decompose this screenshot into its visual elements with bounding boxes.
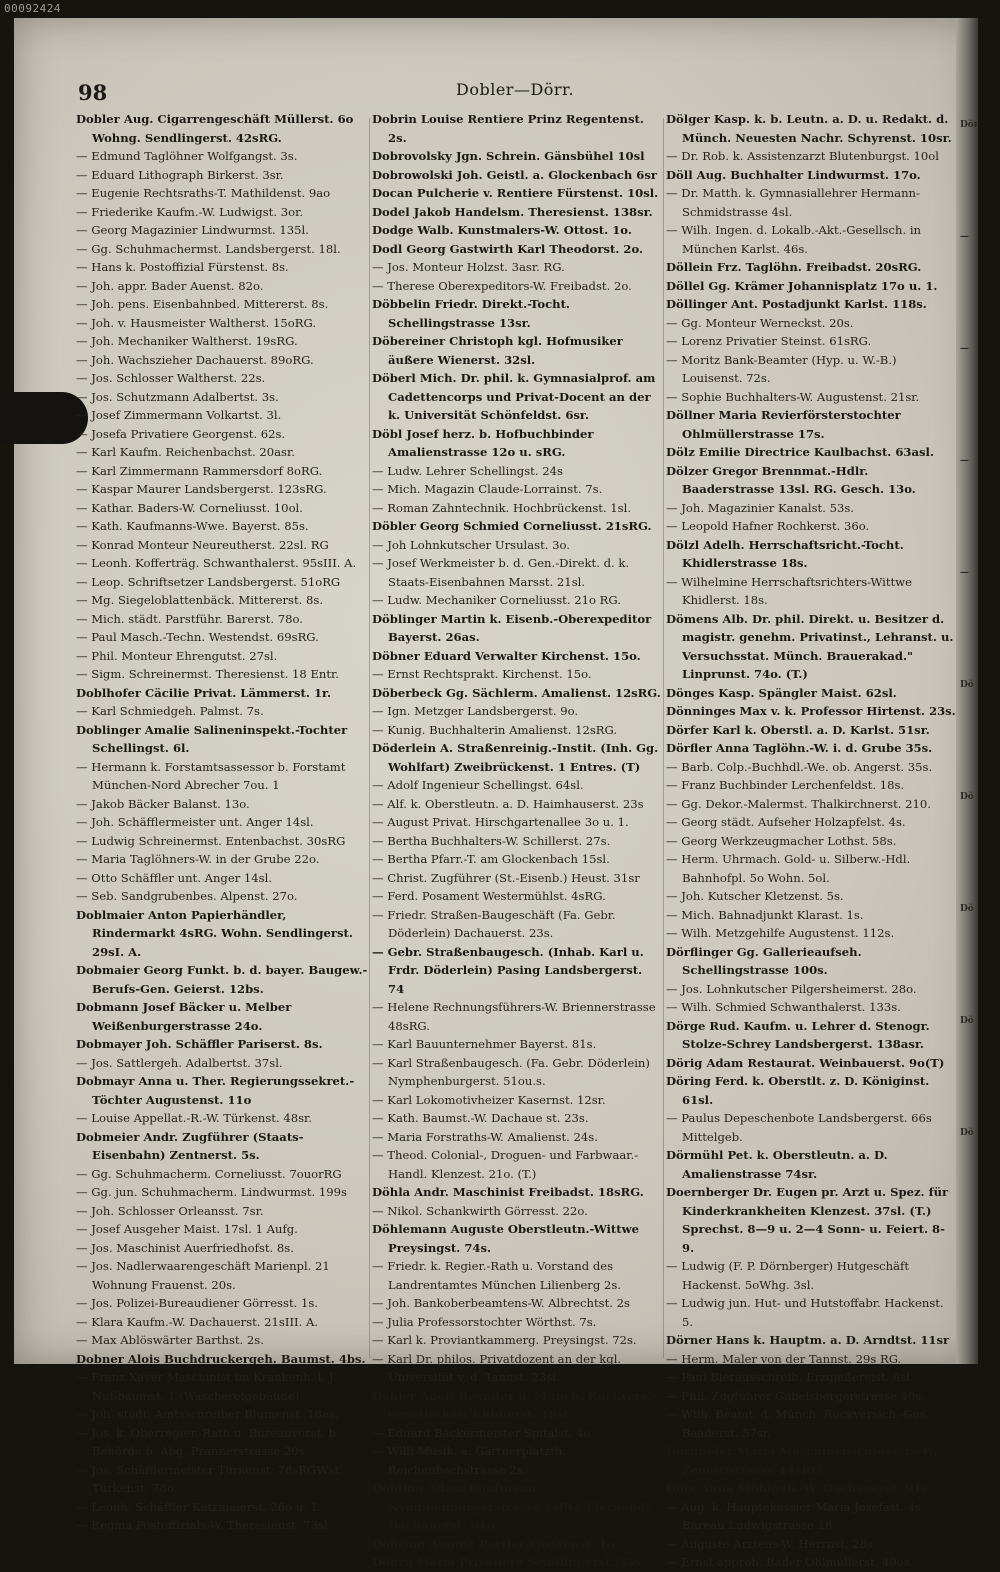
gutter-fragment: —	[960, 344, 969, 354]
directory-entry-sub: — Georg städt. Aufseher Holzapfelst. 4s.	[666, 815, 906, 829]
directory-entry-surname: Döberbeck Gg. Sächlerm. Amalienst. 12sRG.	[372, 685, 661, 700]
directory-entry-surname: Dodl Georg Gastwirth Karl Theodorst. 2o.	[372, 241, 644, 256]
directory-page	[14, 18, 979, 1569]
directory-entry-sub: — Klara Kaufm.-W. Dachauerst. 21sIII. A.	[76, 1314, 319, 1329]
directory-entry-sub: — Mich. Bahnadjunkt Klarast. 1s.	[666, 907, 864, 922]
directory-entry-surname: Dobmayer Joh. Schäffler Pariserst. 8s.	[76, 1037, 323, 1051]
directory-entry-sub: — Leop. Schriftsetzer Landsbergerst. 51oRG	[76, 574, 341, 589]
directory-entry-sub: — Max Ablöswärter Barthst. 2s.	[76, 1333, 264, 1347]
scan-id-label: 00092424	[4, 2, 61, 15]
directory-entry-sub: — Jos. Lohnkutscher Pilgersheimerst. 28o.	[666, 981, 917, 996]
directory-entry-surname: Dörfler Anna Taglöhn.-W. i. d. Grube 35s.	[666, 741, 933, 755]
directory-entry-surname: Dölger Kasp. k. b. Leutn. a. D. u. Redakt. d. Münch. Neuesten Nachr. Schyrenst. 10sr.	[666, 112, 952, 145]
directory-entry-surname: Döllner Maria Revierförsterstochter Ohlmüllerstrasse 17s.	[666, 408, 901, 441]
directory-entry-sub: — Georg Magazinier Lindwurmst. 135l.	[76, 223, 309, 237]
directory-entry-sub: — Joh. Magazinier Kanalst. 53s.	[666, 500, 854, 515]
directory-entry-surname: Dörner Hans k. Hauptm. a. D. Arndtst. 11sr	[666, 1333, 950, 1347]
directory-entry-surname: Döderlein A. Straßenreinig.-Instit. (Inh. Gg. Wohlfart) Zweibrückenst. 1 Entres. (T)	[372, 741, 659, 774]
directory-entry-surname: Dölzer Gregor Brennmat.-Hdlr. Baaderstrasse 13sl. RG. Gesch. 13o.	[666, 463, 916, 496]
directory-entry-sub: — Jos. Schutzmann Adalbertst. 3s.	[76, 389, 279, 404]
directory-entry-surname: Dobmeier Andr. Zugführer (Staats-Eisenbahn) Zentnerst. 5s.	[76, 1129, 304, 1162]
directory-entry-sub: — Lorenz Privatier Steinst. 61sRG.	[666, 334, 872, 348]
directory-entry-sub: — Friederike Kaufm.-W. Ludwigst. 3or.	[76, 204, 304, 219]
directory-entry-sub: — Bertha Pfarr.-T. am Glockenbach 15sl.	[372, 852, 610, 866]
directory-entry-surname: Dobrovolsky Jgn. Schrein. Gänsbühel 10sl	[372, 149, 645, 163]
directory-entry-sub: — Therese Oberexpeditors-W. Freibadst. 2o.	[372, 278, 632, 293]
directory-entry-sub: — Jos. Schäfflermeister Türkenst. 78sRGWst. Türkenst. 78o.	[76, 1462, 343, 1495]
directory-entry-surname: Döbbelin Friedr. Direkt.-Tocht. Schellingstrasse 13sr.	[372, 297, 570, 330]
directory-entry-sub: — Joh. städt. Amtsschreiber Blumenst. 18as.	[76, 1407, 339, 1421]
directory-entry-surname: Döll Aug. Buchhalter Lindwurmst. 17o.	[666, 167, 921, 182]
directory-entry-surname: Döbereiner Christoph kgl. Hofmusiker äußere Wienerst. 32sl.	[372, 334, 623, 367]
directory-entry-sub: — Gg. Dekor.-Malermst. Thalkirchnerst. 210.	[666, 796, 931, 811]
directory-entry-sub: — Joh. Schlosser Orleansst. 7sr.	[76, 1203, 264, 1218]
directory-entry-sub: — Franz Xaver Maschinist im Krankenh. l. J. Nußbaumst. 1 (Wäschereigebäude)	[76, 1370, 337, 1403]
directory-entry-surname: Döhring August Portier Fürstenst. 1o.	[372, 1536, 619, 1551]
directory-entry-sub: — Wilh. Ingen. d. Lokalb.-Akt.-Gesellsch. in München Karlst. 46s.	[666, 223, 922, 256]
directory-entry-surname: Dobler Aug. Cigarrengeschäft Müllerst. 6o Wohng. Sendlingerst. 42sRG.	[76, 112, 354, 145]
directory-entry-sub: — Friedr. k. Regier.-Rath u. Vorstand des Landrentamtes München Lilienberg 2s.	[372, 1259, 621, 1292]
directory-entry-sub: — Gg. jun. Schuhmacherm. Lindwurmst. 199s	[76, 1185, 347, 1199]
directory-entry-sub: — Barb. Colp.-Buchhdl.-We. ob. Angerst. 35s.	[666, 759, 933, 774]
directory-entry-sub: — Konrad Monteur Neureutherst. 22sl. RG	[76, 537, 329, 552]
directory-entry-surname: Döbl Josef herz. b. Hofbuchbinder Amalienstrasse 12o u. sRG.	[372, 426, 594, 459]
directory-entry-sub: — Kathar. Baders-W. Corneliusst. 10ol.	[76, 500, 303, 515]
directory-entry-sub: — Jos. k. Oberregier.-Rath u. Bureauvorst. b. Behörde b. Abg. Prannerstrasse 20s.	[76, 1425, 340, 1458]
directory-entry-surname: Döbler Georg Schmied Corneliusst. 21sRG.	[372, 519, 652, 533]
gutter-fragment: Dö	[960, 680, 974, 690]
directory-entry-sub: — Kaspar Maurer Landsbergerst. 123sRG.	[76, 482, 327, 496]
directory-entry-surname: Dodge Walb. Kunstmalers-W. Ottost. 1o.	[372, 223, 632, 237]
directory-entry-sub: — Wilhelmine Herrschaftsrichters-Wittwe Khidlerst. 18s.	[666, 574, 912, 607]
directory-entry-sub: — Maria Forstraths-W. Amalienst. 24s.	[372, 1129, 598, 1144]
directory-entry-sub: — Ludwig Schreinermst. Entenbachst. 30sRG	[76, 833, 346, 848]
directory-entry-sub: — Ludwig (F. P. Dörnberger) Hutgeschäft Hackenst. 5oWhg. 3sl.	[666, 1259, 909, 1292]
directory-entry-sub: — Wilh. Beamt. d. Münch. Rückversich.-Ges. Baaderst. 57sr.	[666, 1407, 930, 1440]
directory-entry-surname: Dörr Anna Mühlgeh.-W. Dachauerst. 91s.	[666, 1481, 933, 1495]
directory-entry-sub: — Joh. v. Hausmeister Waltherst. 15oRG.	[76, 315, 317, 330]
directory-entry-surname: Dörnhöfer Maria Maschinenschlossers-W. Zenettistrasse 14sRG.	[666, 1444, 938, 1477]
directory-entry-sub: — Ludwig jun. Hut- und Hutstoffabr. Hackenst. 5.	[666, 1296, 944, 1329]
page-gutter	[956, 18, 978, 1364]
directory-entry-sub: — Seb. Sandgrubenbes. Alpenst. 27o.	[76, 889, 298, 903]
directory-entry-surname: Doernberger Dr. Eugen pr. Arzt u. Spez. für Kinderkrankheiten Klenzest. 37sl. (T.) Sprechst. 8—9 u. 2—4 Sonn- u. Feiert. 8-9.	[666, 1185, 949, 1255]
directory-entry-sub: — Sigm. Schreinermst. Theresienst. 18 Entr.	[76, 667, 339, 681]
gutter-fragment: Dö	[960, 1128, 974, 1138]
gutter-fragment: Dör	[960, 120, 979, 130]
gutter-fragment: —	[960, 568, 969, 578]
directory-entry-sub: — Moritz Bank-Beamter (Hyp. u. W.-B.) Louisenst. 72s.	[666, 352, 897, 385]
directory-entry-sub: — Joh. appr. Bader Auenst. 82o.	[76, 278, 264, 293]
directory-entry-sub: — Eugenie Rechtsraths-T. Mathildenst. 9ao	[76, 186, 331, 200]
directory-entry-sub: — Auguste Arztens-W. Herrnst. 28s.	[666, 1536, 877, 1551]
directory-entry-sub: — Louise Appellat.-R.-W. Türkenst. 48sr.	[76, 1111, 312, 1125]
directory-entry-surname: Dönges Kasp. Spängler Maist. 62sl.	[666, 685, 897, 700]
directory-entry-sub: — Paul Masch.-Techn. Westendst. 69sRG.	[76, 630, 319, 644]
directory-entry-surname: Dobmann Josef Bäcker u. Melber Weißenburgerstrasse 24o.	[76, 1000, 292, 1033]
directory-entry-sub: — Helene Rechnungsführers-W. Briennerstrasse 48sRG.	[372, 1000, 656, 1033]
directory-entry-surname: Doblmaier Anton Papierhändler, Rindermarkt 4sRG. Wohn. Sendlingerst. 29sI. A.	[76, 907, 353, 959]
directory-entry-surname: Doblhofer Cäcilie Privat. Lämmerst. 1r.	[76, 685, 332, 700]
directory-entry-sub: — Karl Straßenbaugesch. (Fa. Gebr. Döderlein) Nymphenburgerst. 51ou.s.	[372, 1055, 650, 1088]
directory-entry-sub: — Karl Lokomotivheizer Kasernst. 12sr.	[372, 1092, 606, 1107]
directory-entry-surname: Dörmühl Pet. k. Oberstleutn. a. D. Amalienstrasse 74sr.	[666, 1148, 888, 1181]
directory-entry-sub: — Phil. Monteur Ehrengutst. 27sl.	[76, 648, 278, 663]
directory-entry-sub: — Joh. Bankoberbeamtens-W. Albrechtst. 2s	[372, 1296, 630, 1310]
directory-entry-sub: — Phil. Zugführer Gabelsbergerstrasse 40s.	[666, 1388, 925, 1403]
directory-entry-surname: Dömens Alb. Dr. phil. Direkt. u. Besitzer d. magistr. genehm. Privatinst., Lehranst. u. Versuchsstat. Münch. Brauerakad." Linprunst. 74o. (T.)	[666, 611, 954, 681]
directory-entry-sub: — Leonh. Kofferträg. Schwanthalerst. 95sIII. A.	[76, 556, 357, 570]
directory-entry-surname: Döllein Frz. Taglöhn. Freibadst. 20sRG.	[666, 260, 922, 274]
directory-entry-surname: — Gebr. Straßenbaugesch. (Inhab. Karl u. Frdr. Döderlein) Pasing Landsbergerst. 74	[372, 944, 644, 996]
directory-entry-sub: — Kath. Baumst.-W. Dachaue st. 23s.	[372, 1111, 589, 1125]
directory-entry-sub: — Jos. Sattlergeh. Adalbertst. 37sl.	[76, 1055, 283, 1070]
directory-entry-sub: — Wilh. Metzgehilfe Augustenst. 112s.	[666, 926, 895, 940]
directory-entry-surname: Döbner Eduard Verwalter Kirchenst. 15o.	[372, 648, 641, 663]
directory-entry-sub: — Georg Werkzeugmacher Lothst. 58s.	[666, 833, 897, 848]
running-head: Dobler—Dörr.	[456, 80, 575, 99]
directory-entry-sub: — Leopold Hafner Rochkerst. 36o.	[666, 519, 870, 533]
directory-entry-surname: Döhler Adolf Beamter d. Münch. Rückvers.-Gesellschaft Khidlerst. 18sl.	[372, 1388, 657, 1421]
directory-entry-sub: — Maria Taglöhners-W. in der Grube 22o.	[76, 852, 320, 866]
directory-entry-surname: Döblinger Martin k. Eisenb.-Oberexpeditor Bayerst. 26as.	[372, 611, 652, 644]
directory-entry-sub: — Mich. städt. Parstführ. Barerst. 78o.	[76, 611, 303, 626]
gutter-fragment: —	[960, 456, 969, 466]
directory-entry-sub: — Herm. Uhrmach. Gold- u. Silberw.-Hdl. Bahnhofpl. 5o Wohn. 5ol.	[666, 852, 911, 885]
directory-entry-sub: — Dr. Matth. k. Gymnasiallehrer Hermann-Schmidstrasse 4sl.	[666, 186, 920, 219]
directory-entry-sub: — Dr. Rob. k. Assistenzarzt Blutenburgst. 10ol	[666, 149, 939, 163]
directory-entry-sub: — Josef Zimmermann Volkartst. 3l.	[76, 408, 282, 422]
directory-entry-sub: — Sophie Buchhalters-W. Augustenst. 21sr.	[666, 389, 920, 404]
gutter-fragment: Dö	[960, 792, 974, 802]
column-3	[666, 110, 956, 1569]
directory-entry-sub: — Gg. Schuhmachermst. Landsbergerst. 18l.	[76, 241, 341, 256]
directory-entry-sub: — Otto Schäffler unt. Anger 14sl.	[76, 870, 273, 885]
directory-entry-sub: — Joh. pens. Eisenbahnbed. Mittererst. 8s.	[76, 297, 329, 311]
directory-entry-surname: Dodel Jakob Handelsm. Theresienst. 138sr.	[372, 204, 653, 219]
directory-entry-surname: Dobrin Louise Rentiere Prinz Regentenst. 2s.	[372, 112, 644, 145]
directory-entry-sub: — Josef Ausgeher Maist. 17sl. 1 Aufg.	[76, 1222, 298, 1236]
gutter-fragment: Dö	[960, 904, 974, 914]
column-divider	[369, 118, 370, 1358]
directory-entry-sub: — Roman Zahntechnik. Hochbrückenst. 1sl.	[372, 500, 632, 515]
directory-entry-sub: — Ign. Metzger Landsbergerst. 9o.	[372, 704, 579, 718]
directory-entry-sub: — August Privat. Hirschgartenallee 3o u. 1.	[372, 815, 629, 829]
directory-entry-sub: — Ludw. Mechaniker Corneliusst. 21o RG.	[372, 593, 621, 607]
directory-entry-sub: — Kunig. Buchhalterin Amalienst. 12sRG.	[372, 722, 618, 737]
directory-entry-sub: — Eduard Bäckermeister Spitalst. 4o.	[372, 1425, 594, 1440]
directory-entry-sub: — Ernst approb. Bader Ohlmüllerst. 40os.	[666, 1555, 914, 1569]
directory-entry-sub: — Gg. Monteur Werneckst. 20s.	[666, 315, 854, 330]
directory-entry-surname: Döberl Mich. Dr. phil. k. Gymnasialprof. am Cadettencorps und Privat-Docent an der k. Universität Schönfeldst. 6sr.	[372, 371, 656, 422]
directory-entry-sub: — Josefa Privatiere Georgenst. 62s.	[76, 426, 286, 441]
directory-entry-sub: — Leonh. Schäffler Katzmaierst. 26o u. 1.	[76, 1499, 322, 1514]
column-1	[76, 110, 368, 1532]
directory-entry-surname: Döhla Andr. Maschinist Freibadst. 18sRG.	[372, 1185, 644, 1199]
directory-entry-sub: — Herm. Maler von der Tannst. 29s RG.	[666, 1351, 902, 1366]
directory-entry-sub: — Karl Dr. philos. Privatdozent an der kgl. Universität v. d. Tannst. 23sl.	[372, 1351, 622, 1384]
directory-entry-sub: — Alf. k. Oberstleutn. a. D. Haimhauserst. 23s	[372, 796, 644, 811]
directory-entry-surname: Dörfer Karl k. Oberstl. a. D. Karlst. 51sr.	[666, 722, 930, 737]
directory-entry-surname: Docan Pulcherie v. Rentiere Fürstenst. 10sl.	[372, 186, 659, 200]
directory-entry-surname: Dölzl Adelh. Herrschaftsricht.-Tocht. Khidlerstrasse 18s.	[666, 537, 904, 570]
directory-entry-sub: — Adolf Ingenieur Schellingst. 64sl.	[372, 778, 584, 792]
directory-entry-sub: — Karl Zimmermann Rammersdorf 8oRG.	[76, 463, 323, 478]
directory-entry-sub: — Mich. Magazin Claude-Lorrainst. 7s.	[372, 482, 603, 496]
directory-entry-surname: Döllel Gg. Krämer Johannisplatz 17o u. 1.	[666, 278, 938, 293]
directory-entry-sub: — Paul Bierausschreib. Erzgießereist. 6sl.	[666, 1370, 914, 1384]
directory-entry-sub: — Franz Buchbinder Lerchenfeldst. 18s.	[666, 778, 905, 792]
directory-entry-sub: — Aug. k. Hauptekassier Maria Josefast. 4s Bureau Ludwigstrasse 16.	[666, 1499, 921, 1532]
directory-entry-surname: Dölz Emilie Directrice Kaulbachst. 63asl.	[666, 445, 934, 459]
directory-entry-sub: — Kath. Kaufmanns-Wwe. Bayerst. 85s.	[76, 519, 309, 533]
directory-entry-surname: Dörig Adam Restaurat. Weinbauerst. 9o(T)	[666, 1055, 945, 1070]
directory-entry-surname: Dörge Rud. Kaufm. u. Lehrer d. Stenogr. Stolze-Schrey Landsbergerst. 138asr.	[666, 1018, 930, 1051]
directory-entry-sub: — Eduard Lithograph Birkerst. 3sr.	[76, 167, 284, 182]
directory-entry-sub: — Bertha Buchhalters-W. Schillerst. 27s.	[372, 833, 611, 848]
directory-entry-sub: — Jos. Nadlerwaarengeschäft Marienpl. 21 Wohnung Frauenst. 20s.	[76, 1259, 330, 1292]
directory-entry-sub: — Ferd. Posament Westermühlst. 4sRG.	[372, 889, 606, 903]
column-2	[372, 110, 662, 1569]
directory-entry-sub: — Mg. Siegeloblattenbäck. Mittererst. 8s.	[76, 593, 324, 607]
directory-entry-sub: — Julia Professorstochter Wörthst. 7s.	[372, 1314, 597, 1329]
directory-entry-sub: — Jos. Maschinist Auerfriedhofst. 8s.	[76, 1240, 294, 1255]
directory-entry-sub: — Theod. Colonial-, Droguen- und Farbwaar.-Handl. Klenzest. 21o. (T.)	[372, 1148, 639, 1181]
column-divider	[663, 118, 664, 1358]
directory-entry-sub: — Joh. Kutscher Kletzenst. 5s.	[666, 889, 844, 903]
directory-entry-sub: — Jos. Schlosser Waltherst. 22s.	[76, 371, 266, 385]
directory-entry-sub: — Ludw. Lehrer Schellingst. 24s	[372, 463, 563, 478]
thumb-index-notch	[0, 392, 88, 444]
directory-entry-surname: Doblinger Amalie Salineninspekt.-Tochter Schellingst. 6l.	[76, 722, 348, 755]
directory-entry-sub: — Paulus Depeschenbote Landsbergerst. 66s Mittelgeb.	[666, 1111, 932, 1144]
gutter-fragment: Dö	[960, 1016, 974, 1026]
directory-entry-sub: — Wilh. Schmied Schwanthalerst. 133s.	[666, 1000, 901, 1014]
directory-entry-sub: — Jos. Polizei-Bureaudiener Görresst. 1s.	[76, 1296, 318, 1310]
gutter-fragments	[960, 114, 979, 1234]
directory-entry-surname: Dobner Alois Buchdruckergeh. Baumst. 4bs.	[76, 1351, 366, 1366]
directory-entry-sub: — Christ. Zugführer (St.-Eisenb.) Heust. 31sr	[372, 870, 640, 885]
directory-entry-surname: Dörflinger Gg. Gallerieaufseh. Schellingstrasse 100s.	[666, 944, 862, 977]
directory-entry-sub: — Willi Musik. a. Gärtnerplatzth. Reichenbachstrasse 2s.	[372, 1444, 567, 1477]
directory-entry-surname: Dobmayr Anna u. Ther. Regierungssekret.-Töchter Augustenst. 11o	[76, 1074, 355, 1107]
gutter-fragment: —	[960, 232, 969, 242]
directory-entry-sub: — Hermann k. Forstamtsassessor b. Forstamt München-Nord Abrecher 7ou. 1	[76, 759, 346, 792]
directory-entry-sub: — Friedr. Straßen-Baugeschäft (Fa. Gebr. Döderlein) Dachauerst. 23s.	[372, 907, 616, 940]
page-number: 98	[78, 80, 108, 105]
directory-entry-sub: — Hans k. Postoffizial Fürstenst. 8s.	[76, 260, 289, 274]
directory-entry-sub: — Edmund Taglöhner Wolfgangst. 3s.	[76, 149, 298, 163]
directory-entry-sub: — Karl k. Proviantkammerg. Preysingst. 72s.	[372, 1333, 637, 1347]
directory-entry-sub: — Karl Schmiedgeh. Palmst. 7s.	[76, 704, 264, 718]
directory-entry-surname: Döhlemann Auguste Oberstleutn.-Wittwe Preysingst. 74s.	[372, 1222, 639, 1255]
directory-entry-sub: — Joh. Mechaniker Waltherst. 19sRG.	[76, 334, 298, 348]
directory-entry-surname: Döhrn Maria Privatiere Sendlingerst. 35s.	[372, 1555, 646, 1569]
directory-entry-sub: — Karl Kaufm. Reichenbachst. 20asr.	[76, 445, 295, 459]
directory-entry-sub: — Jos. Monteur Holzst. 3asr. RG.	[372, 260, 565, 274]
directory-entry-sub: — Karl Bauunternehmer Bayerst. 81s.	[372, 1037, 597, 1051]
directory-entry-sub: — Joh Lohnkutscher Ursulast. 3o.	[372, 537, 570, 552]
directory-entry-surname: Döring Ferd. k. Oberstlt. z. D. Königinst. 61sl.	[666, 1074, 930, 1107]
directory-entry-sub: — Ernst Rechtsprakt. Kirchenst. 15o.	[372, 667, 592, 681]
directory-entry-surname: Dobrowolski Joh. Geistl. a. Glockenbach 6sr	[372, 167, 657, 182]
directory-entry-surname: Dönninges Max v. k. Professor Hirtenst. 23s.	[666, 704, 956, 718]
directory-entry-sub: — Josef Werkmeister b. d. Gen.-Direkt. d. k. Staats-Eisenbahnen Marsst. 21sl.	[372, 556, 630, 589]
directory-entry-sub: — Joh. Wachszieher Dachauerst. 89oRG.	[76, 352, 314, 367]
directory-entry-surname: Döhling Adam Kaufmann Nymphenburgerstrasse 1sRG. Eierhandl. Dachauerst. 64o.	[372, 1481, 654, 1532]
directory-entry-sub: — Joh. Schäfflermeister unt. Anger 14sl.	[76, 815, 314, 829]
directory-entry-sub: — Regina Postoffizials-W. Theresienst. 73sl.	[76, 1518, 332, 1532]
directory-entry-surname: Dobmaier Georg Funkt. b. d. bayer. Baugew.-Berufs-Gen. Geierst. 12bs.	[76, 963, 368, 996]
directory-entry-sub: — Gg. Schuhmacherm. Corneliusst. 7ouorRG	[76, 1166, 342, 1181]
directory-entry-sub: — Jakob Bäcker Balanst. 13o.	[76, 796, 250, 811]
directory-entry-sub: — Nikol. Schankwirth Görresst. 22o.	[372, 1203, 588, 1218]
directory-entry-surname: Döllinger Ant. Postadjunkt Karlst. 118s.	[666, 297, 927, 311]
